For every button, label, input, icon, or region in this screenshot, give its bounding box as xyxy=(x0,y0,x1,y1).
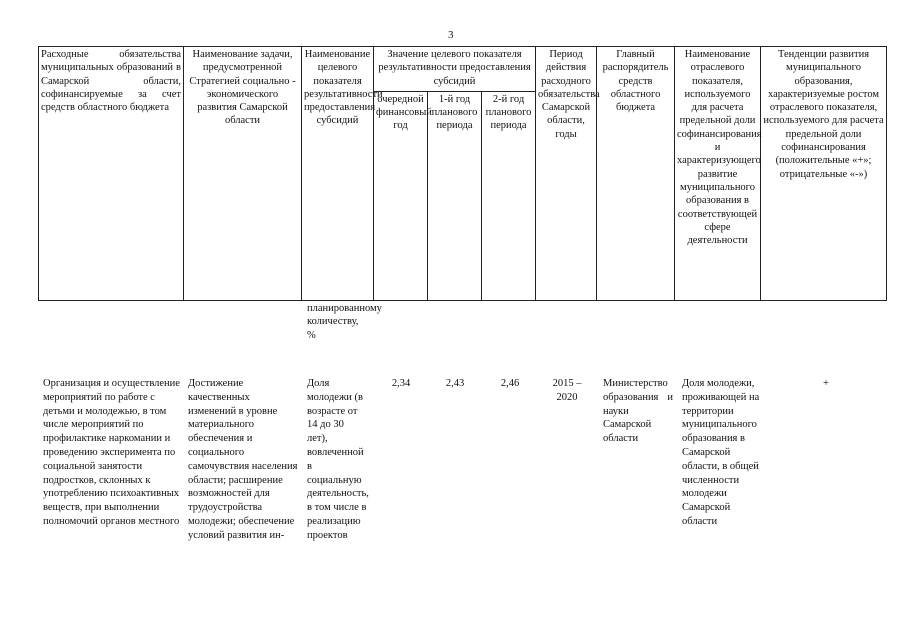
header-sector-indicator: Наименование отраслевого показателя, используемого для расчета предельной доли софинансирования и характеризующего развитие муниципального образования в соответствующей сфере деятельности xyxy=(675,47,761,301)
indicator-continuation: планированному количеству, % xyxy=(307,303,382,341)
row-value-current: 2,34 xyxy=(391,378,411,389)
header-indicator: Наименование целевого показателя результативности предоставления субсидий xyxy=(302,47,374,301)
row-value-year-2: 2,46 xyxy=(500,378,520,389)
header-task: Наименование задачи, предусмотренной Стратегией социально - экономического развития Самарской области xyxy=(184,47,302,301)
header-plan-year-1: 1-й год планового периода xyxy=(428,91,482,300)
header-plan-year-2: 2-й год планового периода xyxy=(482,91,536,300)
row-indicator: Доля молодежи (в возрасте от 14 до 30 лет), вовлеченной в социальную деятельность, в том числе в реализацию проектов xyxy=(307,378,369,541)
row-administrator: Министерство образования и науки Самарской области xyxy=(603,378,673,445)
header-table xyxy=(38,46,887,301)
row-period: 2015 – 2020 xyxy=(552,378,582,403)
header-obligations: Расходные обязательства муниципальных образований в Самарской области, софинансируемые за счет средств областного бюджета xyxy=(39,47,184,301)
header-current-year: очередной финансовый год xyxy=(374,91,428,300)
row-task: Достижение качественных изменений в уровне материального обеспечения и социального самочувствия населения области; расширение возможностей для трудоустройства молодежи; обеспечение условий развития ин- xyxy=(188,378,298,541)
row-sector-indicator: Доля молодежи, проживающей на территории муниципального образования в Самарской области, в общей численности молодежи Самарской области xyxy=(682,378,760,527)
header-period: Период действия расходного обязательства Самарской области, годы xyxy=(536,47,597,301)
header-trend: Тенденции развития муниципального образования, характеризуемые ростом отраслевого показателя, используемого для расчета предельной доли софинансирования (положительные «+»; отрицательные «-») xyxy=(761,47,887,301)
row-obligation: Организация и осуществление мероприятий по работе с детьми и молодежью, в том числе мероприятий по профилактике наркомании и проведению эксперимента по социальной занятости подростков, склонных к употреблению психоактивных веществ, при выполнении полномочий органов местного xyxy=(43,378,180,527)
row-value-year-1: 2,43 xyxy=(445,378,465,389)
row-trend: + xyxy=(823,378,829,389)
header-target-values: Значение целевого показателя результативности предоставления субсидий xyxy=(374,47,536,92)
page-number: 3 xyxy=(448,29,454,41)
header-administrator: Главный распорядитель средств областного бюджета xyxy=(597,47,675,301)
